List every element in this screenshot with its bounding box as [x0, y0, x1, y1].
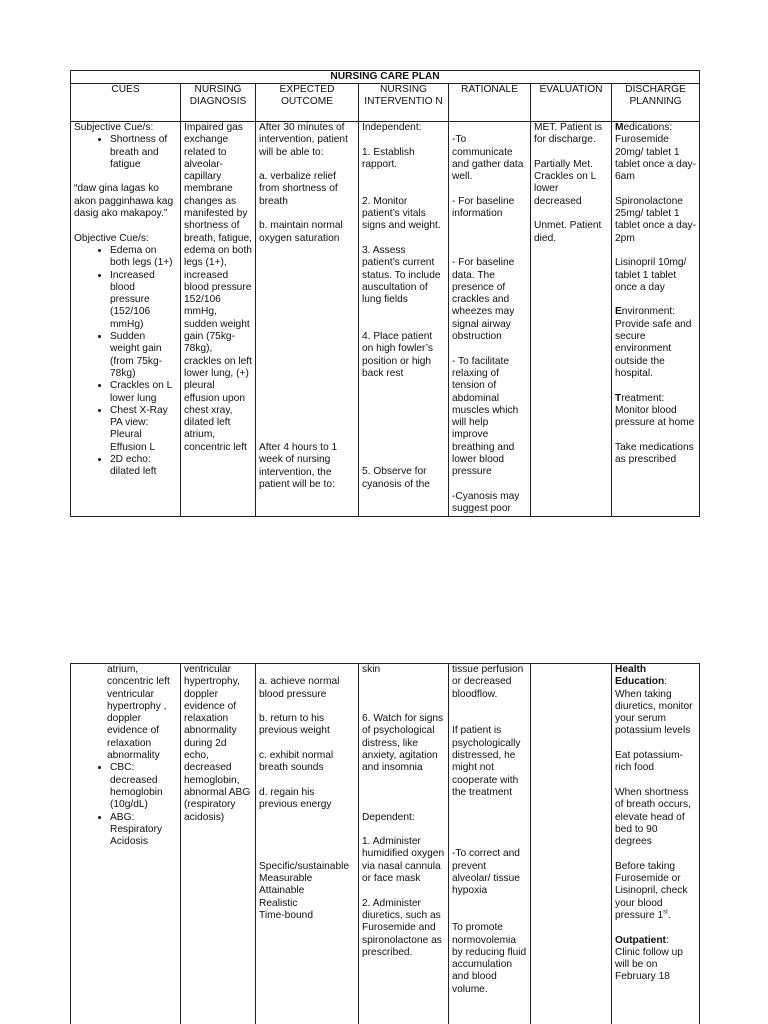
outpatient-text: Clinic follow up will be on February 18 — [615, 946, 683, 983]
intervention-2: 2. Monitor patient’s vitals signs and weight. — [362, 195, 441, 232]
rationale-4: - To facilitate relaxing of tension of abdominal muscles which will help improve breathing and lower blood pressure — [452, 355, 519, 478]
list-item: • CBC: decreased hemoglobin (10g/dL) — [110, 762, 177, 811]
header-outcome: EXPECTED OUTCOME — [256, 84, 359, 122]
outcome-cell — [256, 122, 359, 517]
independent-label: Independent: — [362, 122, 422, 133]
dependent-2: 2. Administer diuretics, such as Furosemide and spironolactone as prescribed. — [362, 897, 442, 958]
header-row — [71, 84, 700, 122]
discharge-cell — [612, 122, 700, 517]
rationale-1: -To communicate and gather data well. — [452, 134, 524, 183]
intervention-3: 3. Assess patient’s current status. To include auscultation of lung fields — [362, 244, 441, 306]
cues-cell — [71, 122, 181, 517]
list-item: • Crackles on L lower lung — [110, 380, 177, 405]
header-rationale: RATIONALE — [449, 84, 531, 122]
evaluation-2: Partially Met. Crackles on L lower decreased — [534, 158, 596, 207]
evaluation-3: Unmet. Patient died. — [534, 220, 602, 244]
environment-label: Environment: — [615, 306, 676, 318]
rationale-5: -Cyanosis may suggest poor — [452, 490, 520, 515]
rationale-cell-continued — [449, 664, 531, 1024]
objective-label: Objective Cue/s: — [74, 232, 149, 244]
cues-cell-continued — [71, 664, 181, 1024]
table-title: NURSING CARE PLAN — [71, 71, 700, 84]
intervention-5: 5. Observe for cyanosis of the — [362, 466, 430, 490]
header-discharge: DISCHARGE PLANNING — [612, 84, 700, 122]
medication-3: Lisinopril 10mg/ tablet 1 tablet once a day — [615, 257, 687, 293]
outcome-intro-2: After 4 hours to 1 week of nursing intervention, the patient will be to: — [259, 441, 338, 490]
smart-s: Specific/sustainable — [259, 860, 350, 872]
dependent-rationale-1: -To correct and prevent alveolar/ tissue hypoxia — [452, 848, 520, 897]
care-plan-table-page-2 — [70, 663, 700, 1024]
health-education-1: When taking diuretics, monitor your serum potassium levels — [615, 688, 693, 737]
dependent-label: Dependent: — [362, 811, 415, 823]
medications-label: Medications: — [615, 122, 673, 133]
outpatient-label: Outpatient: — [615, 934, 669, 946]
outcome-b: b. return to his previous weight — [259, 713, 330, 737]
diagnosis-text: Impaired gas exchange related to alveolar-capillary membrane changes as manifested by shortness of breath, fatigue, edema on both legs (1+), increased blood pressure 152/106 mmHg, sudden weight gain (75kg-78kg), crackles on left lower lung, (+) pleural effusion upon chest xray, dilated left atrium, concentric left — [184, 122, 252, 453]
smart-t: Time-bound — [259, 909, 313, 921]
rationale-5-continuation: tissue perfusion or decreased bloodflow. — [452, 664, 524, 700]
table-row — [71, 122, 700, 517]
health-education-3: When shortness of breath occurs, elevate head of bed to 90 degrees — [615, 786, 691, 848]
environment-text: Provide safe and secure environment outside the hospital. — [615, 318, 692, 379]
care-plan-table-page-1 — [70, 70, 700, 517]
rationale-2: - For baseline information — [452, 195, 515, 220]
list-item: • Sudden weight gain (from 75kg-78kg) — [110, 331, 177, 380]
outcome-a: a. verbalize relief from shortness of breath — [259, 171, 338, 207]
diagnosis-cell — [181, 122, 256, 517]
intervention-cell — [359, 122, 449, 517]
cues-continuation: atrium, concentric left ventricular hypertrophy , doppler evidence of relaxation abnormality — [107, 664, 170, 762]
medication-1: Furosemide 20mg/ tablet 1 tablet once a day- 6am — [615, 134, 696, 183]
table-row — [71, 664, 700, 1024]
patient-quote: “daw gina lagas ko akon pagginhawa kag dasig ako makapoy.” — [74, 183, 174, 220]
treatment-label: Treatment: — [615, 392, 665, 404]
evaluation-1: MET. Patient is for discharge. — [534, 122, 602, 146]
diagnosis-continuation: ventricular hypertrophy, doppler evidence of relaxation abnormality during 2d echo, decreased hemoglobin, abnormal ABG (respiratory acidosis) — [184, 664, 251, 823]
medication-2: Spironolactone 25mg/ tablet 1 tablet once a day- 2pm — [615, 195, 696, 244]
treatment-text: Monitor blood pressure at home — [615, 404, 695, 429]
intervention-5-continuation: skin — [362, 664, 381, 675]
header-evaluation: EVALUATION — [531, 84, 612, 122]
subjective-list — [74, 134, 177, 171]
intervention-4: 4. Place patient on high fowler’s position or high back rest — [362, 331, 433, 379]
health-education-4: Before taking Furosemide or Lisinopril, check your blood pressure 1st. — [615, 860, 688, 921]
health-education-label: Health Education: — [615, 664, 668, 688]
intervention-cell-continued — [359, 664, 449, 1024]
evaluation-cell-continued — [531, 664, 612, 1024]
header-intervention: NURSING INTERVENTIO N — [359, 84, 449, 122]
dependent-1: 1. Administer humidified oxygen via nasal cannula or face mask — [362, 836, 445, 885]
list-item: • Shortness of breath and fatigue — [110, 134, 177, 171]
list-item: • Chest X-Ray PA view: Pleural Effusion L — [110, 405, 177, 454]
intervention-1: 1. Establish rapport. — [362, 146, 415, 170]
subjective-label: Subjective Cue/s: — [74, 122, 154, 133]
list-item: • 2D echo: dilated left — [110, 454, 177, 479]
outcome-b: b. maintain normal oxygen saturation — [259, 220, 343, 244]
diagnosis-cell-continued — [181, 664, 256, 1024]
outcome-intro: After 30 minutes of intervention, patient will be able to: — [259, 122, 348, 158]
header-cues: CUES — [71, 84, 181, 122]
smart-r: Realistic — [259, 897, 298, 909]
list-item: • Increased blood pressure (152/106 mmHg) — [110, 270, 177, 331]
rationale-6: If patient is psychologically distressed, he might not cooperate with the treatment — [452, 725, 521, 798]
outcome-a: a. achieve normal blood pressure — [259, 676, 340, 700]
outcome-c: c. exhibit normal breath sounds — [259, 750, 334, 774]
smart-m: Measurable — [259, 873, 313, 885]
outcome-cell-continued — [256, 664, 359, 1024]
rationale-3: - For baseline data. The presence of crackles and wheezes may signal airway obstruction — [452, 257, 515, 343]
health-education-2: Eat potassium-rich food — [615, 750, 683, 774]
list-item: • Edema on both legs (1+) — [110, 245, 177, 270]
dependent-rationale-2: To promote normovolemia by reducing fluid accumulation and blood volume. — [452, 922, 527, 995]
smart-a: Attainable — [259, 885, 305, 897]
rationale-cell — [449, 122, 531, 517]
list-item: • ABG: Respiratory Acidosis — [110, 812, 177, 849]
objective-list-continued — [74, 762, 177, 848]
outcome-d: d. regain his previous energy — [259, 786, 332, 811]
objective-list — [74, 245, 177, 479]
take-medications: Take medications as prescribed — [615, 441, 694, 466]
evaluation-cell — [531, 122, 612, 517]
intervention-6: 6. Watch for signs of psychological distress, like anxiety, agitation and insomnia — [362, 713, 444, 774]
discharge-cell-continued — [612, 664, 700, 1024]
header-diagnosis: NURSING DIAGNOSIS — [181, 84, 256, 122]
